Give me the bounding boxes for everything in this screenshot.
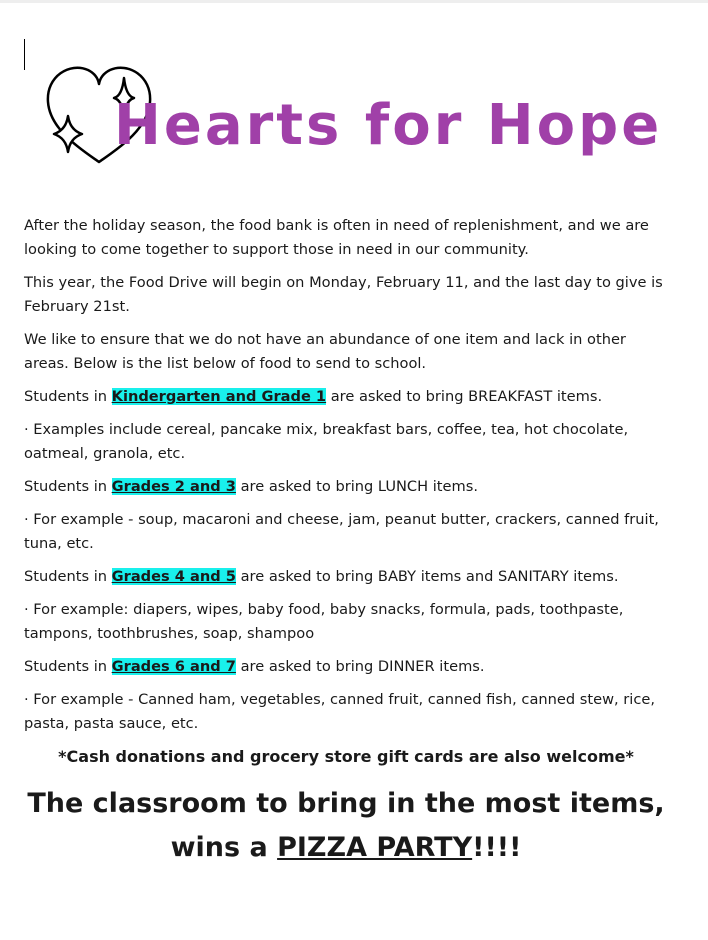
- grade-highlight: Grades 2 and 3: [111, 478, 236, 495]
- contest-line-2: wins a PIZZA PARTY!!!!: [170, 832, 522, 863]
- group-line: Students in Grades 4 and 5 are asked to bring BABY items and SANITARY items.: [24, 568, 619, 585]
- examples-line: · For example - soup, macaroni and cheese, jam, peanut butter, crackers, canned fruit, tuna, etc.: [24, 511, 659, 552]
- intro-paragraph: After the holiday season, the food bank is often in need of replenishment, and we are looking to come together to support those in need in our community.: [24, 217, 649, 258]
- page-title: Hearts for Hope: [114, 93, 663, 158]
- prize-text: PIZZA PARTY: [277, 832, 473, 863]
- dates-paragraph: This year, the Food Drive will begin on Monday, February 11, and the last day to give is February 21st.: [24, 274, 663, 315]
- examples-line: · For example: diapers, wipes, baby food, baby snacks, formula, pads, toothpaste, tampons, toothbrushes, soap, shampoo: [24, 601, 624, 642]
- group-line: Students in Grades 6 and 7 are asked to bring DINNER items.: [24, 658, 485, 675]
- text-cursor: [24, 39, 25, 70]
- examples-line: · Examples include cereal, pancake mix, breakfast bars, coffee, tea, hot chocolate, oatmeal, granola, etc.: [24, 421, 629, 462]
- group-line: Students in Grades 2 and 3 are asked to bring LUNCH items.: [24, 478, 478, 495]
- contest-announcement: [0, 782, 692, 870]
- grade-highlight: Kindergarten and Grade 1: [111, 388, 327, 405]
- contest-line-1: The classroom to bring in the most items,: [27, 788, 665, 819]
- grade-highlight: Grades 4 and 5: [111, 568, 236, 585]
- grade-highlight: Grades 6 and 7: [111, 658, 236, 675]
- top-edge-divider: [0, 0, 708, 3]
- examples-line: · For example - Canned ham, vegetables, canned fruit, canned fish, canned stew, rice, pasta, pasta sauce, etc.: [24, 691, 655, 732]
- cash-donation-note: *Cash donations and grocery store gift cards are also welcome*: [58, 747, 634, 766]
- list-intro-paragraph: We like to ensure that we do not have an abundance of one item and lack in other areas. Below is the list below of food to send to school.: [24, 331, 626, 372]
- document-body: [24, 214, 664, 745]
- group-line: Students in Kindergarten and Grade 1 are asked to bring BREAKFAST items.: [24, 388, 603, 405]
